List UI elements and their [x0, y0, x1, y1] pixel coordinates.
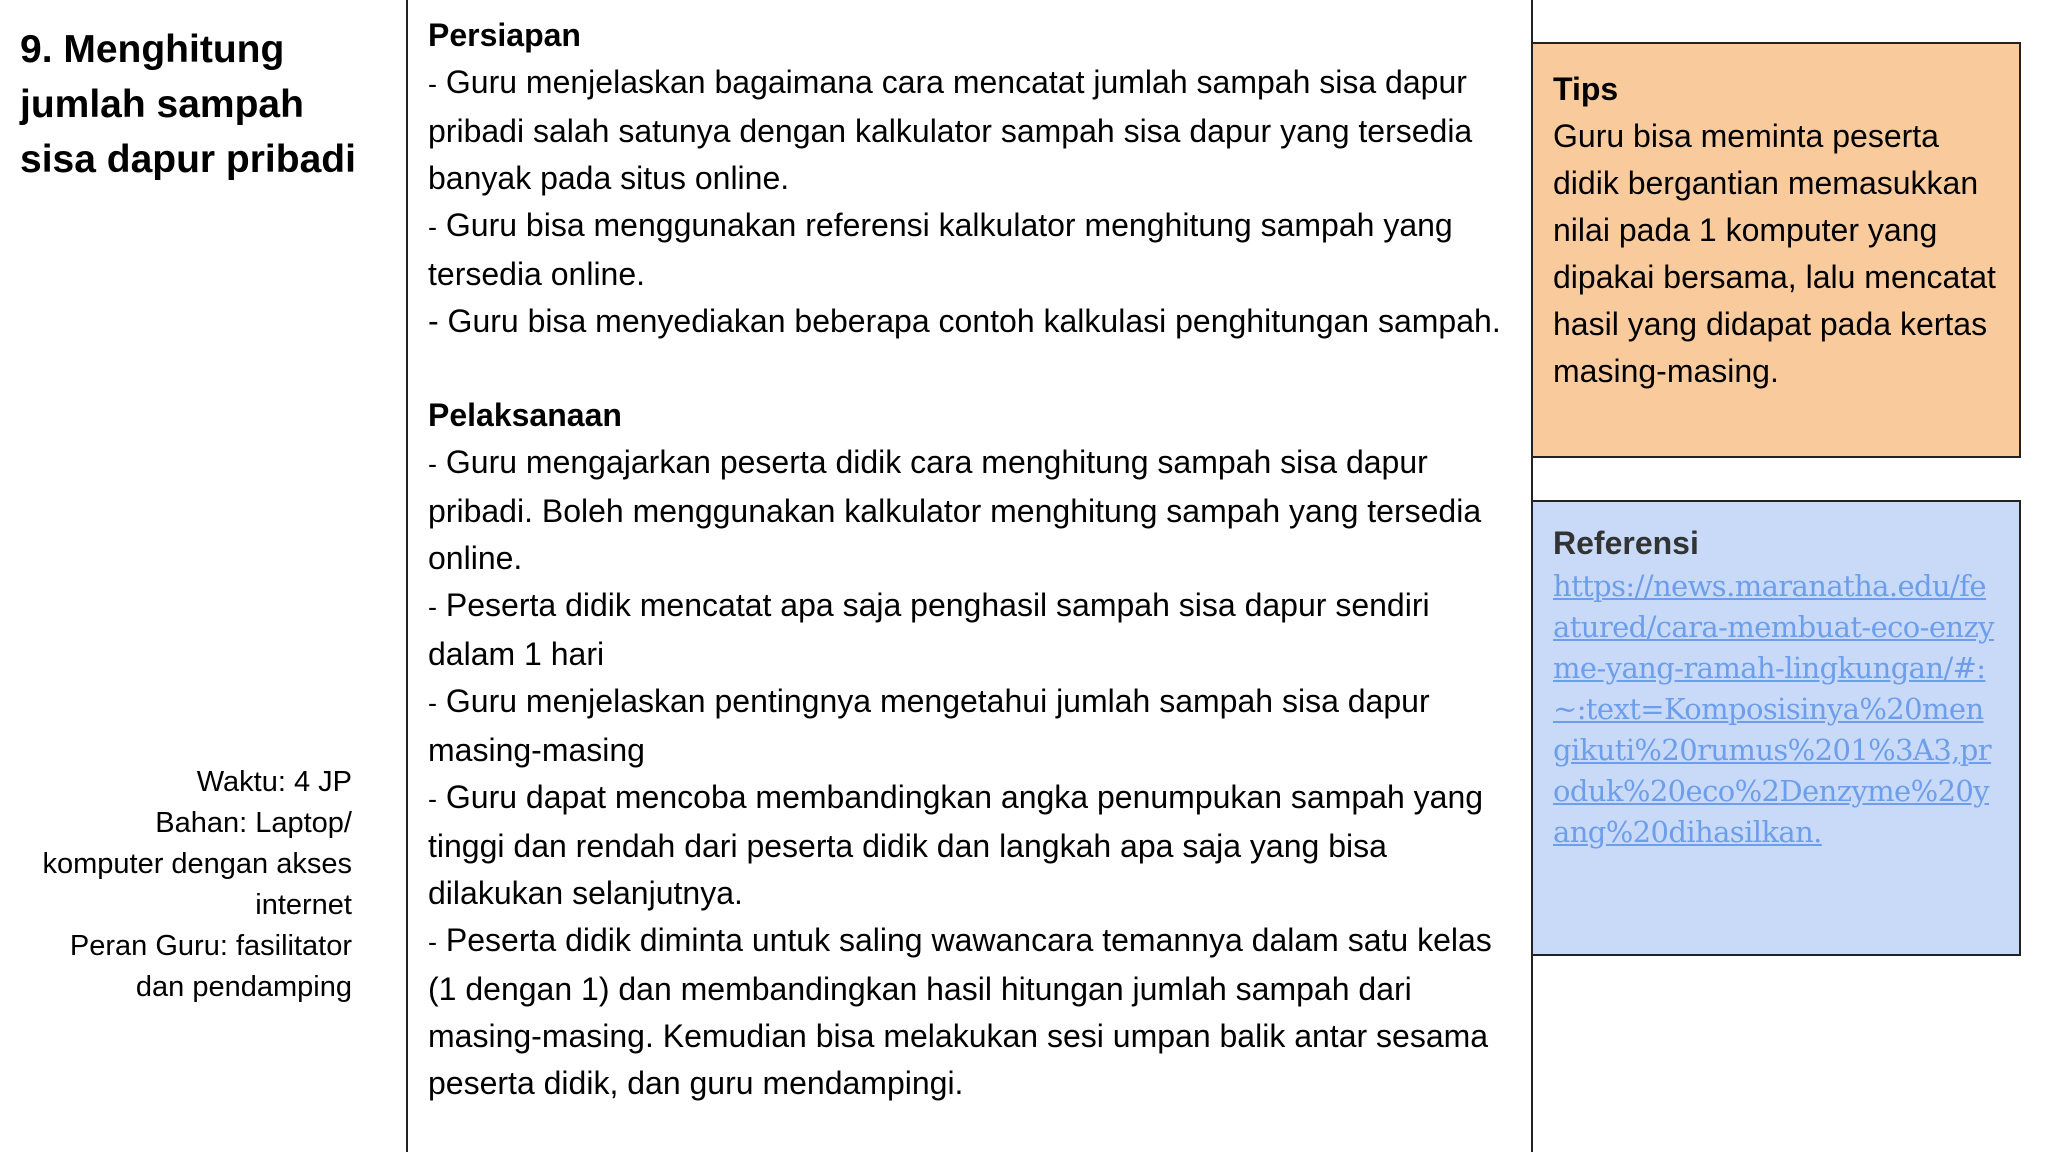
dash-marker: -: [428, 69, 437, 99]
list-item-text: Guru bisa menyediakan beberapa contoh kalkulasi penghitungan sampah.: [447, 303, 1501, 339]
list-item-text: Guru bisa menggunakan referensi kalkulator menghitung sampah yang tersedia online.: [428, 207, 1453, 292]
column-divider-left: [406, 0, 408, 1152]
dash-marker: -: [428, 592, 437, 622]
steps-column: [428, 12, 1518, 1107]
list-item-text: Guru dapat mencoba membandingkan angka penumpukan sampah yang tinggi dan rendah dari peserta didik dan langkah apa saja yang bisa dilakukan selanjutnya.: [428, 779, 1484, 911]
dash-marker: -: [428, 688, 437, 718]
meta-bahan: Bahan: Laptop/ komputer dengan akses internet: [42, 807, 352, 921]
dash-marker: -: [428, 212, 437, 242]
meta-waktu: Waktu: 4 JP: [196, 766, 352, 798]
persiapan-heading: Persiapan: [428, 17, 581, 53]
dash-marker: -: [428, 303, 439, 339]
referensi-link[interactable]: https://news.maranatha.edu/featured/cara-membuat-eco-enzyme-yang-ramah-lingkungan/#:~:text=Komposisinya%20mengikuti%20rumus%201%3A3,produk%20eco%2Denzyme%20yang%20dihasilkan.: [1553, 569, 1994, 849]
list-item: [428, 202, 1518, 298]
activity-column: [0, 0, 408, 1152]
list-item-text: Guru mengajarkan peserta didik cara menghitung sampah sisa dapur pribadi. Boleh menggunakan kalkulator menghitung sampah yang tersedia online.: [428, 444, 1482, 576]
list-item: [428, 59, 1518, 202]
tips-box: [1531, 42, 2021, 458]
dash-marker: -: [428, 927, 437, 957]
activity-title: 9. Menghitung jumlah sampah sisa dapur pribadi: [20, 28, 356, 181]
list-item: [428, 298, 1518, 345]
activity-meta: [32, 762, 352, 1008]
list-item: [428, 439, 1518, 582]
section-gap: [428, 345, 1518, 392]
dash-marker: -: [428, 449, 437, 479]
list-item-text: Peserta didik mencatat apa saja penghasil sampah sisa dapur sendiri dalam 1 hari: [428, 587, 1430, 672]
list-item-text: Peserta didik diminta untuk saling wawancara temannya dalam satu kelas (1 dengan 1) dan membandingkan hasil hitungan jumlah sampah dari masing-masing. Kemudian bisa melakukan sesi umpan balik antar sesama peserta didik, dan guru mendampingi.: [428, 922, 1492, 1101]
tips-text: Guru bisa meminta peserta didik bergantian memasukkan nilai pada 1 komputer yang dipakai bersama, lalu mencatat hasil yang didapat pada kertas masing-masing.: [1553, 118, 1996, 389]
tips-heading: Tips: [1553, 71, 1619, 107]
referensi-box: [1531, 500, 2021, 956]
list-item-text: Guru menjelaskan bagaimana cara mencatat jumlah sampah sisa dapur pribadi salah satunya dengan kalkulator sampah sisa dapur yang tersedia banyak pada situs online.: [428, 64, 1473, 196]
list-item: [428, 774, 1518, 917]
list-item-text: Guru menjelaskan pentingnya mengetahui jumlah sampah sisa dapur masing-masing: [428, 683, 1430, 768]
meta-peran-guru: Peran Guru: fasilitator dan pendamping: [69, 930, 352, 1003]
list-item: [428, 582, 1518, 678]
dash-marker: -: [428, 784, 437, 814]
list-item: [428, 917, 1518, 1107]
referensi-heading: Referensi: [1553, 525, 1699, 561]
persiapan-list: [428, 59, 1518, 345]
pelaksanaan-list: [428, 439, 1518, 1107]
pelaksanaan-heading: Pelaksanaan: [428, 397, 622, 433]
list-item: [428, 678, 1518, 774]
